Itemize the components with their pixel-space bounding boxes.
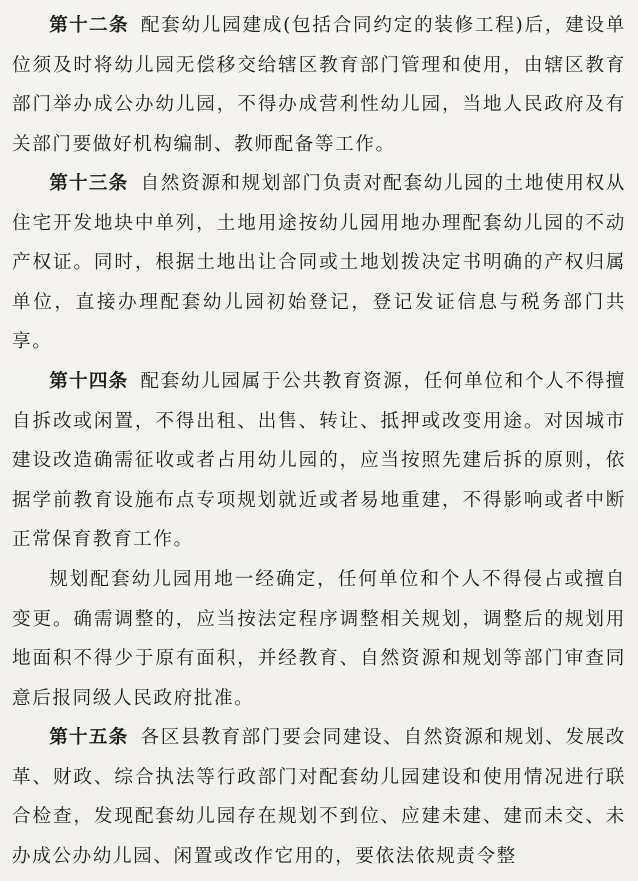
article-14-continuation-paragraph [12, 560, 626, 718]
article-15-text: 各区县教育部门要会同建设、自然资源和规划、发展改革、财政、综合执法等行政部门对配套幼儿园建设和使用情况进行联合检查，发现配套幼儿园存在规划不到位、应建未建、建而未交、未办成公办幼儿园、闲置或改作它用的，要依法依规责令整 [12, 727, 626, 867]
article-13-paragraph [12, 164, 626, 362]
article-13-text: 自然资源和规划部门负责对配套幼儿园的土地使用权从住宅开发地块中单列，土地用途按幼儿园用地办理配套幼儿园的不动产权证。同时，根据土地出让合同或土地划拨决定书明确的产权归属单位，直接办理配套幼儿园初始登记，登记发证信息与税务部门共享。 [12, 173, 626, 352]
article-14-heading: 第十四条 [49, 371, 129, 392]
article-14-paragraph [12, 362, 626, 560]
article-14-continuation-text: 规划配套幼儿园用地一经确定，任何单位和个人不得侵占或擅自变更。确需调整的，应当按法定程序调整相关规划，调整后的规划用地面积不得少于原有面积，并经教育、自然资源和规划等部门审查同意后报同级人民政府批准。 [12, 569, 626, 709]
article-12-heading: 第十二条 [49, 15, 129, 36]
article-12-paragraph [12, 6, 626, 164]
article-12-text: 配套幼儿园建成(包括合同约定的装修工程)后，建设单位须及时将幼儿园无偿移交给辖区教育部门管理和使用，由辖区教育部门举办成公办幼儿园，不得办成营利性幼儿园，当地人民政府及有关部门要做好机构编制、教师配备等工作。 [12, 15, 626, 155]
article-14-text: 配套幼儿园属于公共教育资源，任何单位和个人不得擅自拆改或闲置，不得出租、出售、转让、抵押或改变用途。对因城市建设改造确需征收或者占用幼儿园的，应当按照先建后拆的原则，依据学前教育设施布点专项规划就近或者易地重建，不得影响或者中断正常保育教育工作。 [12, 371, 626, 550]
article-15-heading: 第十五条 [49, 727, 129, 748]
article-15-paragraph [12, 718, 626, 876]
article-13-heading: 第十三条 [49, 173, 129, 194]
